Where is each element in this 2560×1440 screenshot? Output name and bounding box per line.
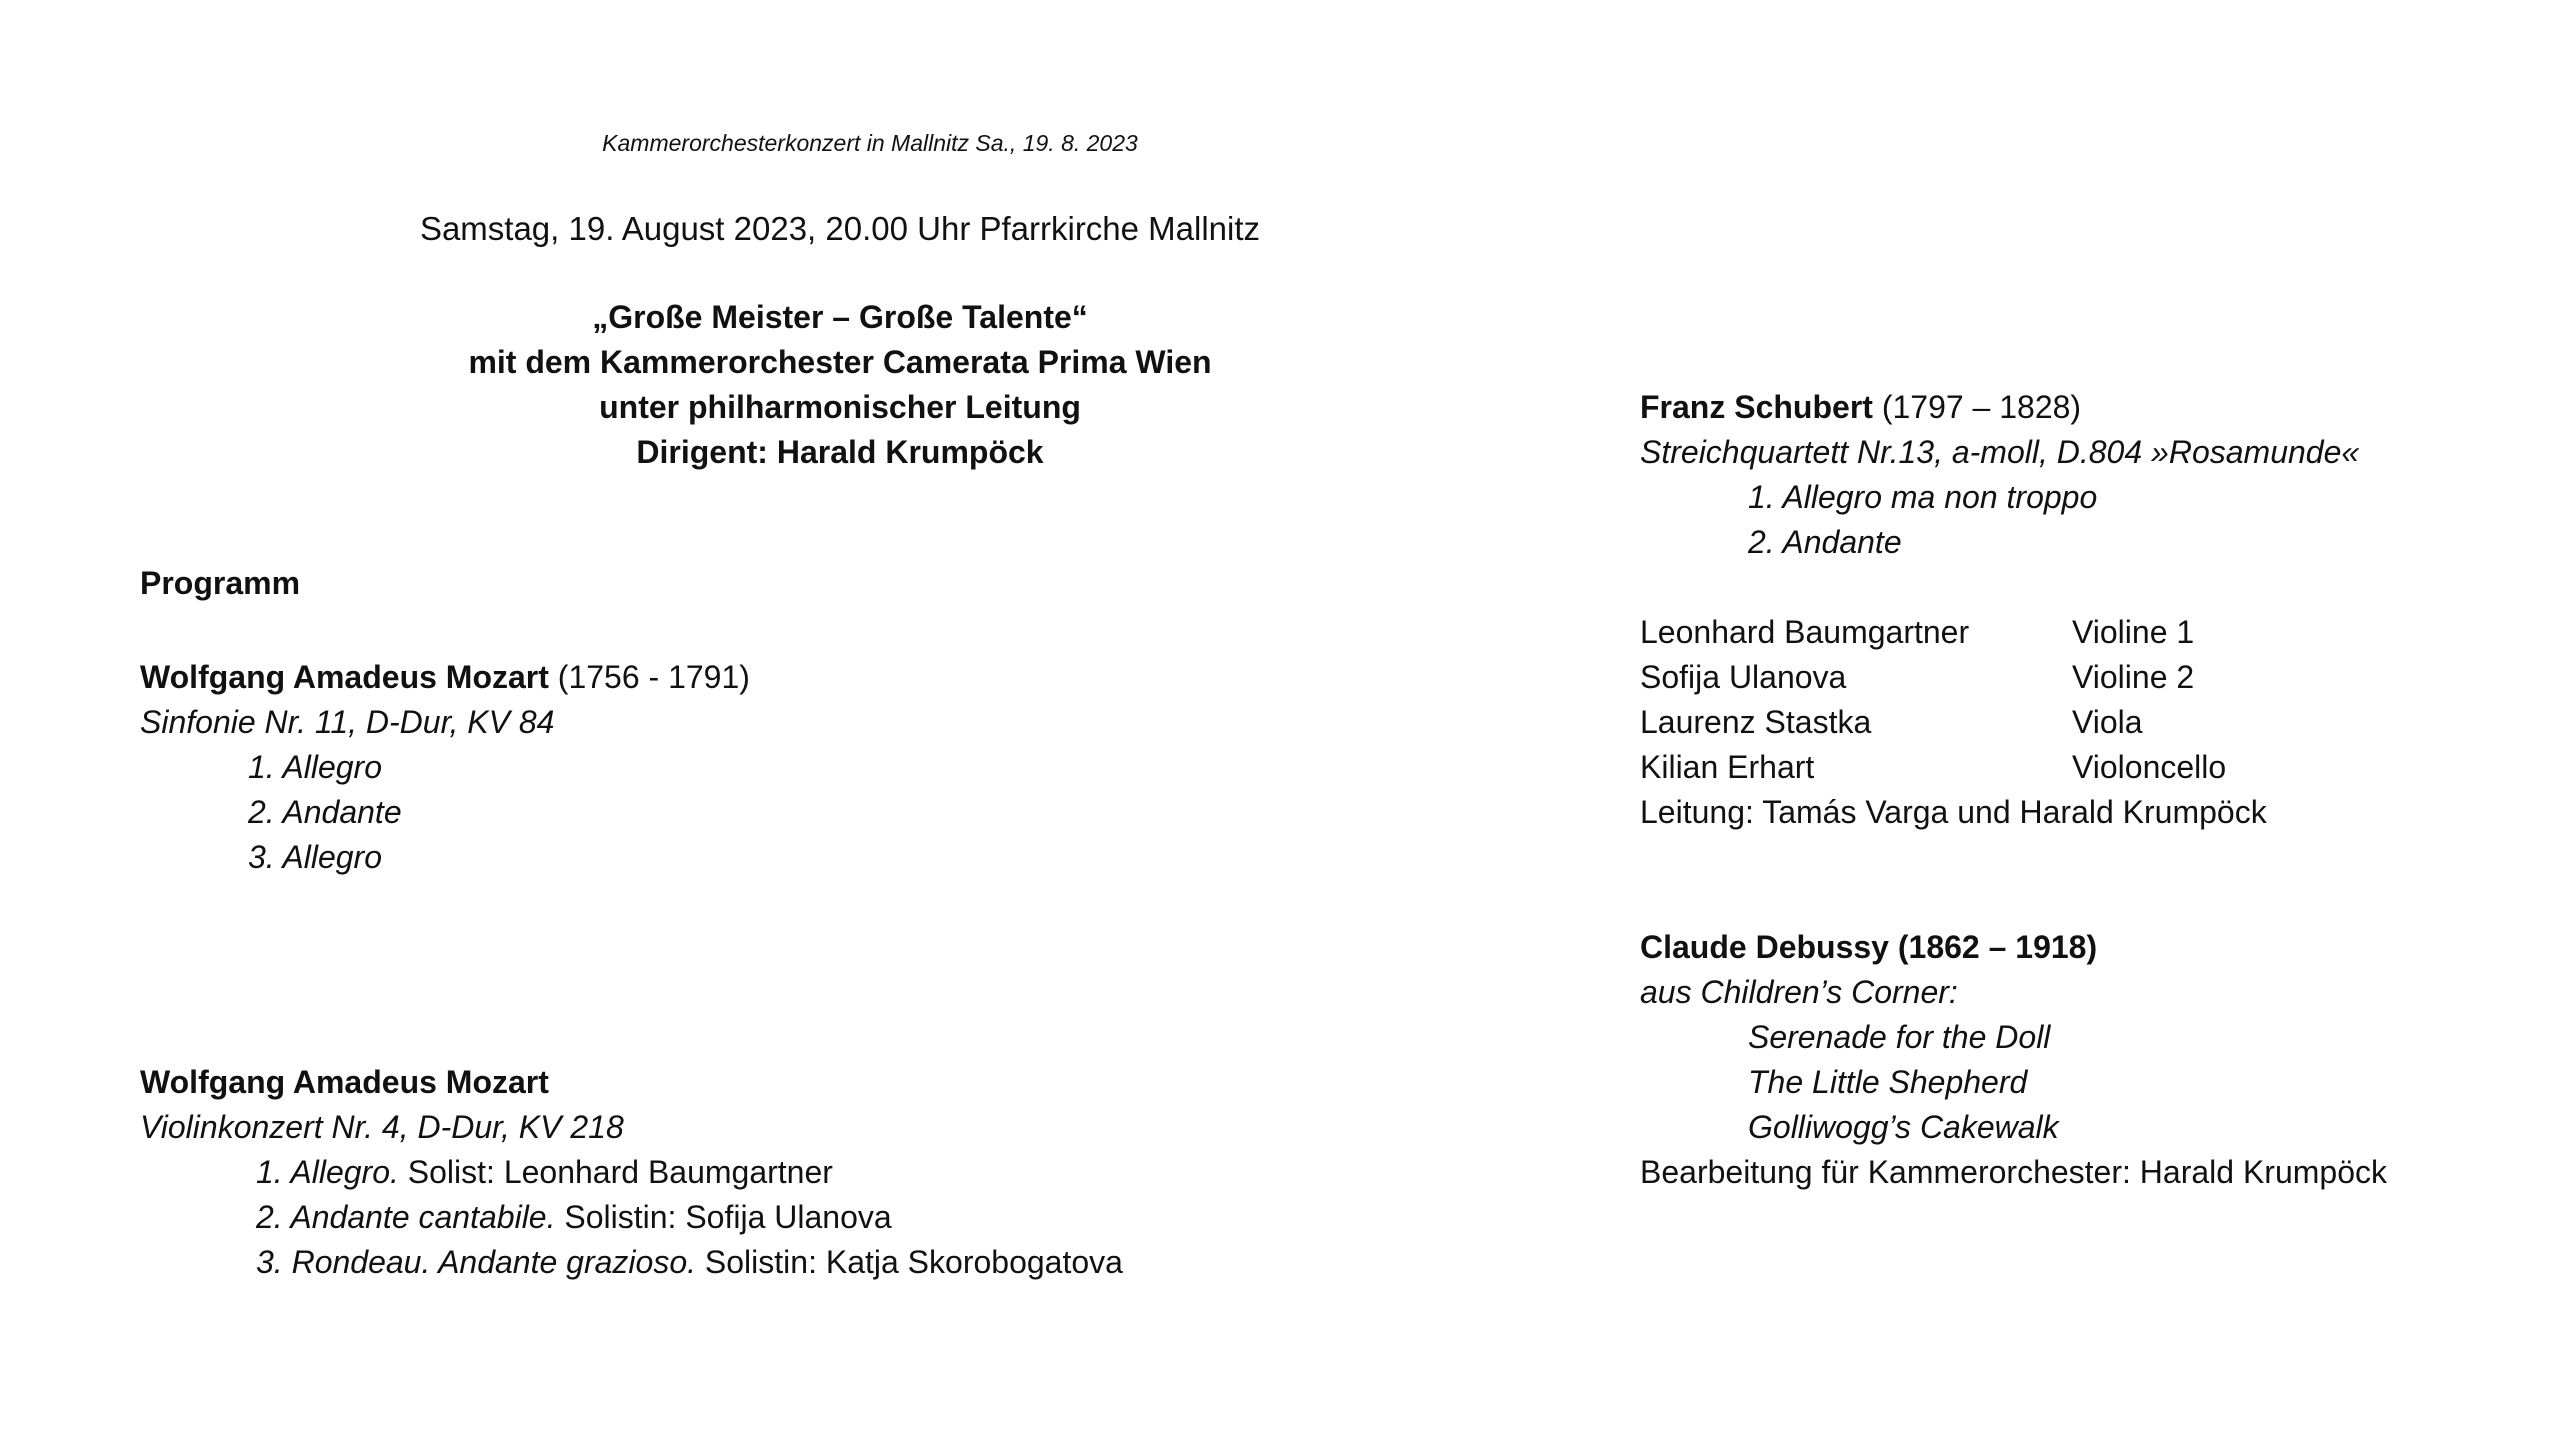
player-instrument: Violine 1 [2072, 614, 2195, 650]
piece: The Little Shepherd [1748, 1064, 2028, 1100]
movement [140, 1150, 1123, 1195]
composer-line: Claude Debussy (1862 – 1918) [1640, 929, 2098, 965]
player-name: Kilian Erhart [1640, 749, 1815, 785]
movement [140, 1195, 1123, 1240]
headline-line: „Große Meister – Große Talente“ [592, 299, 1088, 335]
work-subtitle: aus Children’s Corner: [1640, 974, 1958, 1010]
player-name: Leonhard Baumgartner [1640, 614, 1970, 650]
soloist: Solistin: Sofija Ulanova [555, 1199, 892, 1235]
work-title: Streichquartett Nr.13, a-moll, D.804 »Rosamunde« [1640, 434, 2360, 470]
movement: 2. Andante [1748, 524, 1902, 560]
work-mozart-sinfonie [140, 655, 750, 880]
player-instrument: Violine 2 [2072, 659, 2195, 695]
composer-years: (1797 – 1828) [1872, 389, 2082, 425]
work-title: Sinfonie Nr. 11, D-Dur, KV 84 [140, 704, 555, 740]
soloist: Solist: Leonhard Baumgartner [398, 1154, 833, 1190]
headline-line: mit dem Kammerorchester Camerata Prima Wien [468, 344, 1212, 380]
right-column [1640, 385, 2520, 1195]
work-mozart-violinkonzert [140, 1060, 1123, 1285]
headline-line: Dirigent: Harald Krumpöck [636, 434, 1044, 470]
player-row [1640, 655, 2520, 700]
composer-line [140, 1060, 1123, 1105]
program-heading: Programm [140, 565, 301, 601]
movement: 2. Andante [248, 794, 402, 830]
movement: 1. Allegro ma non troppo [1748, 479, 2098, 515]
composer-name: Franz Schubert [1640, 389, 1873, 425]
concert-date-line: Samstag, 19. August 2023, 20.00 Uhr Pfarrkirche Mallnitz [419, 210, 1261, 247]
leitung-line: Leitung: Tamás Varga und Harald Krumpöck [1640, 794, 2267, 830]
player-row [1640, 610, 2520, 655]
arrangement-line: Bearbeitung für Kammerorchester: Harald Krumpöck [1640, 1154, 2387, 1190]
player-instrument: Violoncello [2072, 749, 2227, 785]
work-schubert [1640, 385, 2520, 835]
work-debussy [1640, 925, 2520, 1195]
headline-line: unter philharmonischer Leitung [599, 389, 1081, 425]
player-row [1640, 745, 2520, 790]
composer-name: Wolfgang Amadeus Mozart [140, 1064, 549, 1100]
movement-name: 1. Allegro. [256, 1154, 399, 1190]
work-title: Violinkonzert Nr. 4, D-Dur, KV 218 [140, 1109, 624, 1145]
composer-years: (1756 - 1791) [548, 659, 750, 695]
piece: Serenade for the Doll [1748, 1019, 2051, 1055]
piece: Golliwogg’s Cakewalk [1748, 1109, 2059, 1145]
movement-name: 3. Rondeau. Andante grazioso. [256, 1244, 697, 1280]
document-header-title: Kammerorchesterkonzert in Mallnitz Sa., 19. 8. 2023 [602, 130, 1138, 156]
concert-headline [140, 295, 1540, 475]
movement: 3. Allegro [248, 839, 382, 875]
player-name: Laurenz Stastka [1640, 704, 1872, 740]
player-name: Sofija Ulanova [1640, 659, 1847, 695]
composer-line [140, 655, 750, 700]
movement [140, 1240, 1123, 1285]
players-list [1640, 610, 2520, 835]
player-row [1640, 700, 2520, 745]
composer-name: Wolfgang Amadeus Mozart [140, 659, 549, 695]
composer-line [1640, 385, 2520, 430]
soloist: Solistin: Katja Skorobogatova [696, 1244, 1123, 1280]
movement: 1. Allegro [248, 749, 382, 785]
player-instrument: Viola [2072, 704, 2143, 740]
movement-name: 2. Andante cantabile. [256, 1199, 556, 1235]
